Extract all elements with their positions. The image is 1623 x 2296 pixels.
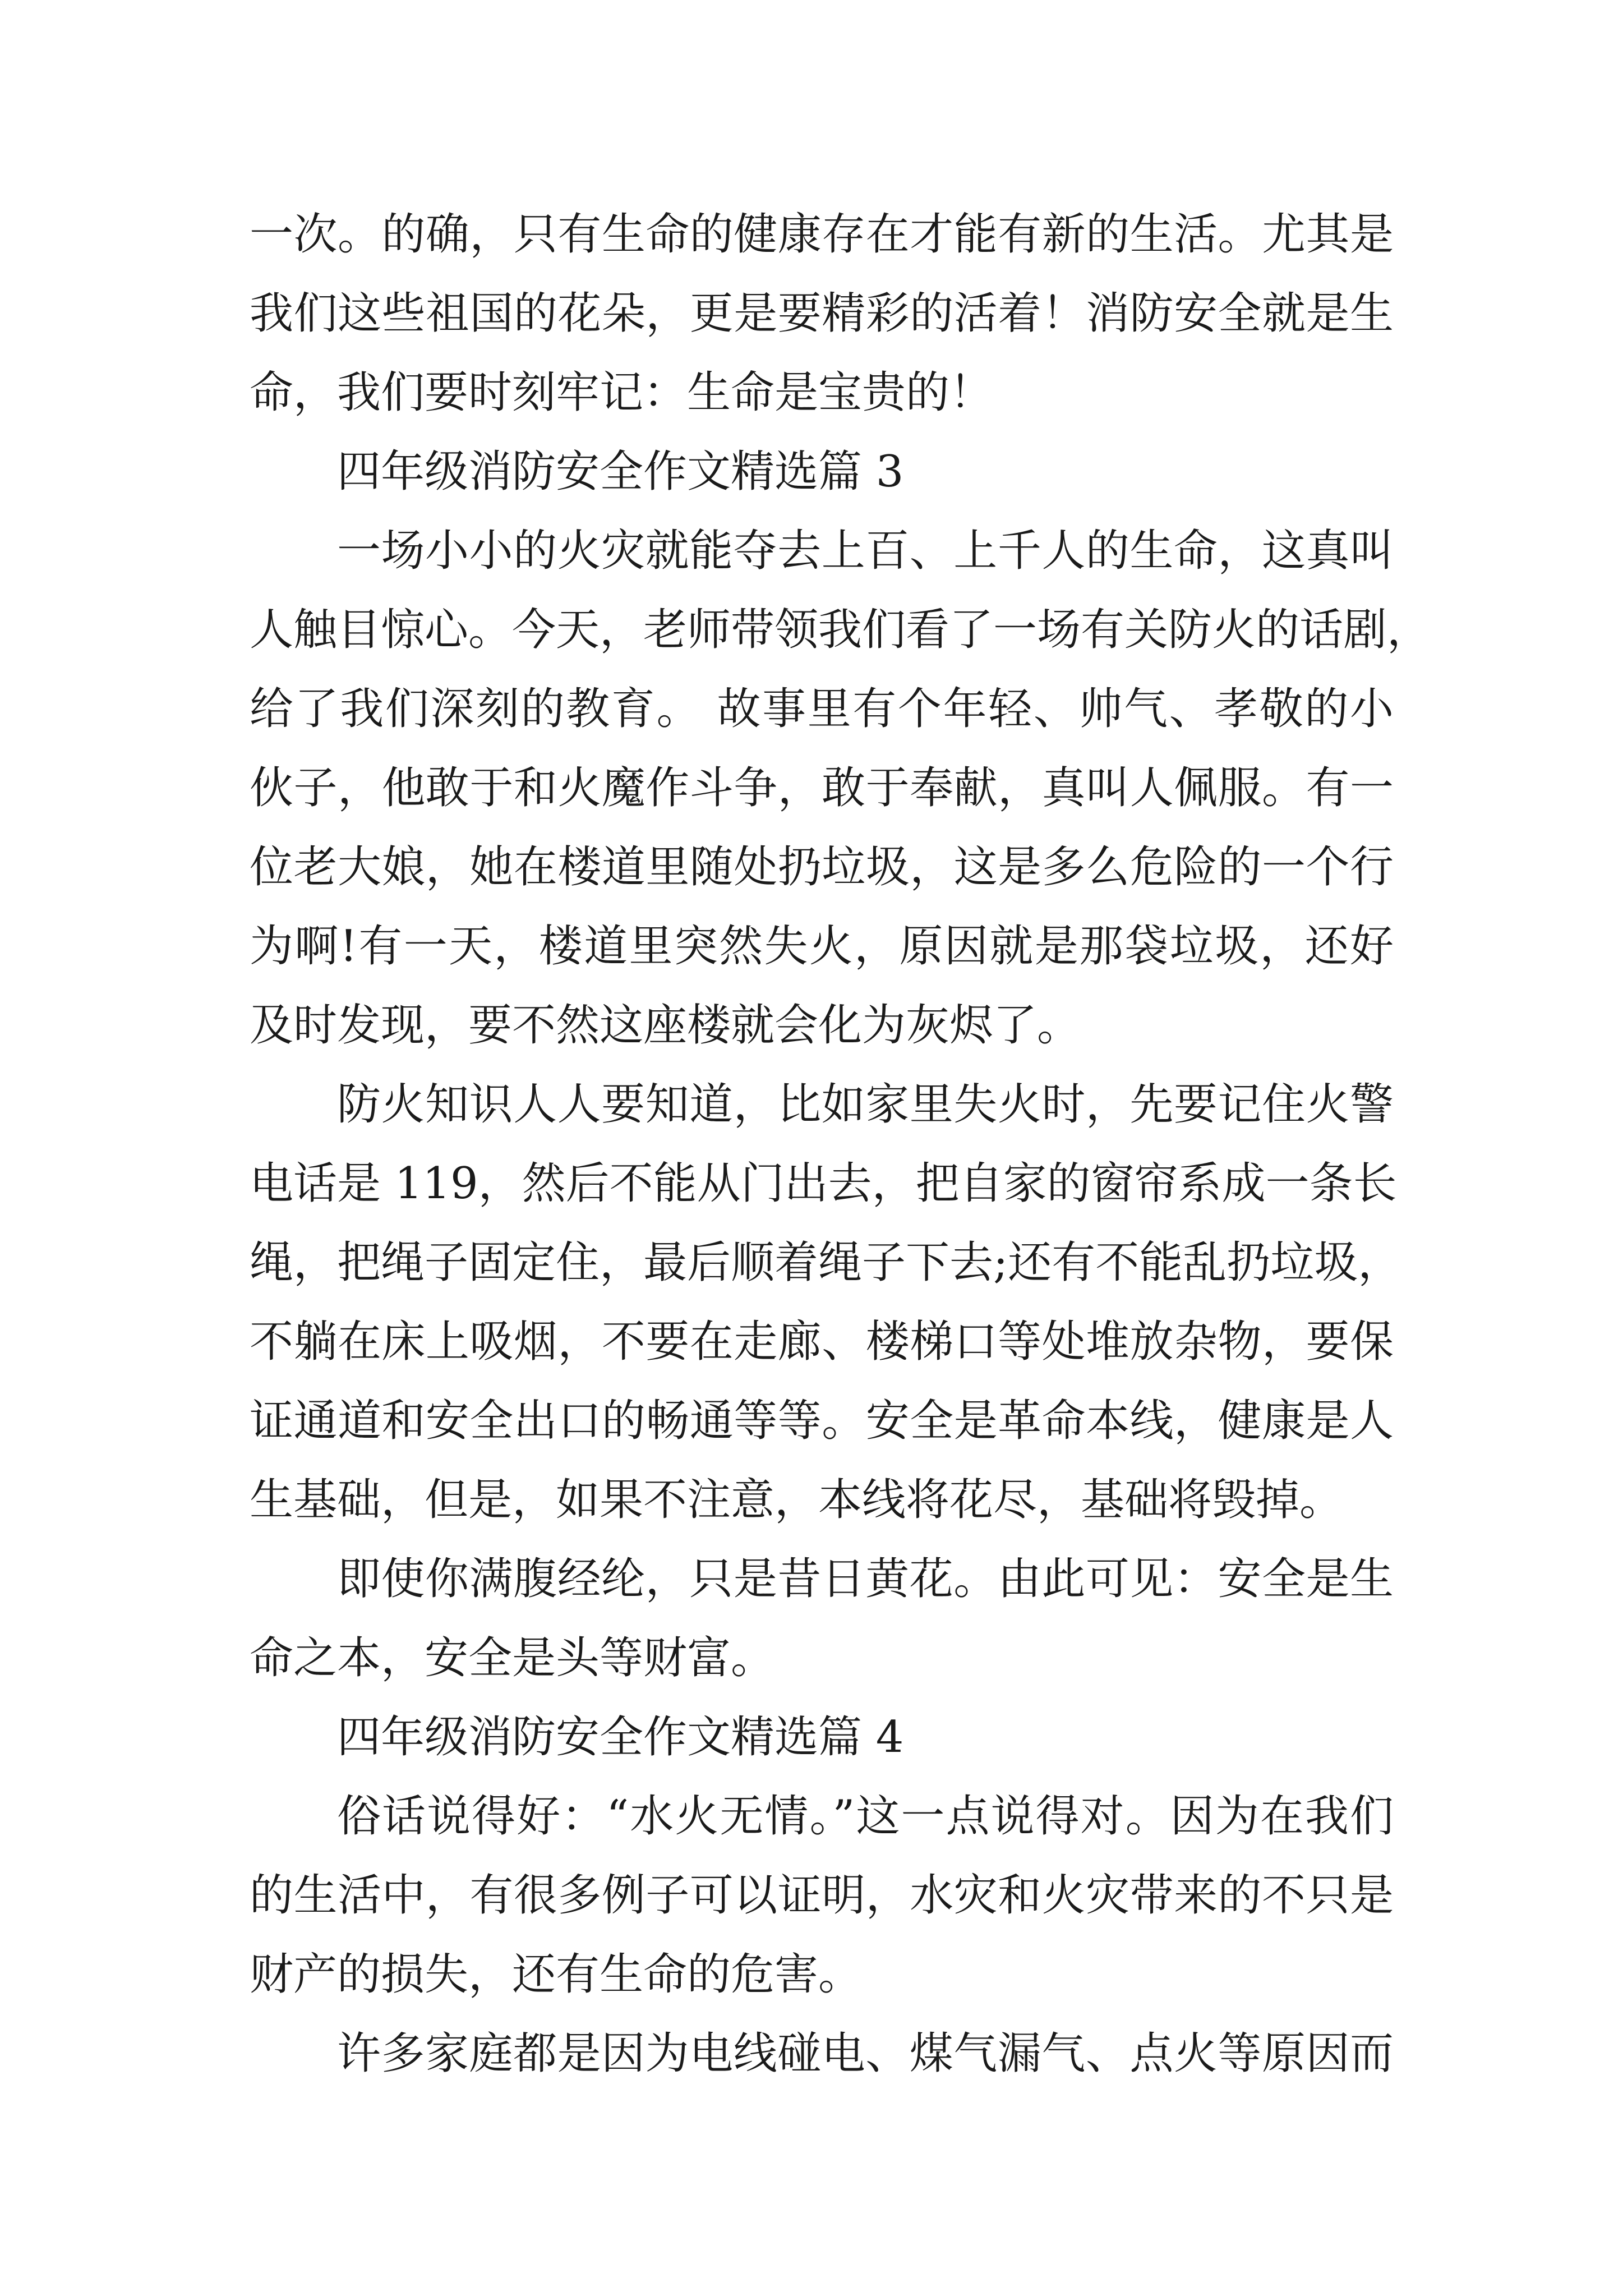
text-line: 俗话说得好：“水火无情。”这一点说得对。因为在我们: [337, 1791, 1394, 1842]
text-line: 许多家庭都是因为电线碰电、煤气漏气、点火等原因而: [337, 2028, 1394, 2079]
text-line: 即使你满腹经纶，只是昔日黄花。由此可见：安全是生: [337, 1554, 1394, 1604]
text-line: 给了我们深刻的教育。 故事里有个年轻、帅气、孝敬的小: [250, 684, 1394, 734]
text-line: 命，我们要时刻牢记：生命是宝贵的！: [250, 367, 994, 418]
text-line: 及时发现，要不然这座楼就会化为灰烬了。: [250, 1000, 1081, 1051]
text-line: 财产的损失，还有生命的危害。: [250, 1949, 863, 2000]
text-line: 伙子，他敢于和火魔作斗争，敢于奉献，真叫人佩服。有一: [250, 763, 1394, 813]
text-line: 位老大娘，她在楼道里随处扔垃圾，这是多么危险的一个行: [250, 842, 1394, 892]
text-line: 一次。的确，只有生命的健康存在才能有新的生活。尤其是: [250, 209, 1394, 260]
section-heading: 四年级消防安全作文精选篇 3: [337, 447, 904, 497]
text-line: 命之本，安全是头等财富。: [250, 1633, 775, 1683]
text-line: 人触目惊心。今天，老师带领我们看了一场有关防火的话剧，: [250, 605, 1431, 655]
text-line: 防火知识人人要知道，比如家里失火时，先要记住火警: [337, 1079, 1394, 1130]
text-line: 不躺在床上吸烟，不要在走廊、楼梯口等处堆放杂物，要保: [250, 1317, 1394, 1367]
text-line: 绳，把绳子固定住，最后顺着绳子下去;还有不能乱扔垃圾，: [250, 1237, 1402, 1288]
text-line: 电话是 119，然后不能从门出去，把自家的窗帘系成一条长: [250, 1158, 1397, 1209]
text-line: 一场小小的火灾就能夺去上百、上千人的生命，这真叫: [337, 526, 1394, 576]
text-line: 为啊!有一天，楼道里突然失火，原因就是那袋垃圾，还好: [250, 921, 1394, 972]
text-line: 的生活中，有很多例子可以证明，水灾和火灾带来的不只是: [250, 1870, 1394, 1921]
text-line: 证通道和安全出口的畅通等等。安全是革命本线，健康是人: [250, 1396, 1394, 1446]
text-line: 生基础，但是，如果不注意，本线将花尽，基础将毁掉。: [250, 1475, 1344, 1525]
text-line: 我们这些祖国的花朵，更是要精彩的活着！消防安全就是生: [250, 288, 1394, 339]
section-heading: 四年级消防安全作文精选篇 4: [337, 1712, 904, 1763]
